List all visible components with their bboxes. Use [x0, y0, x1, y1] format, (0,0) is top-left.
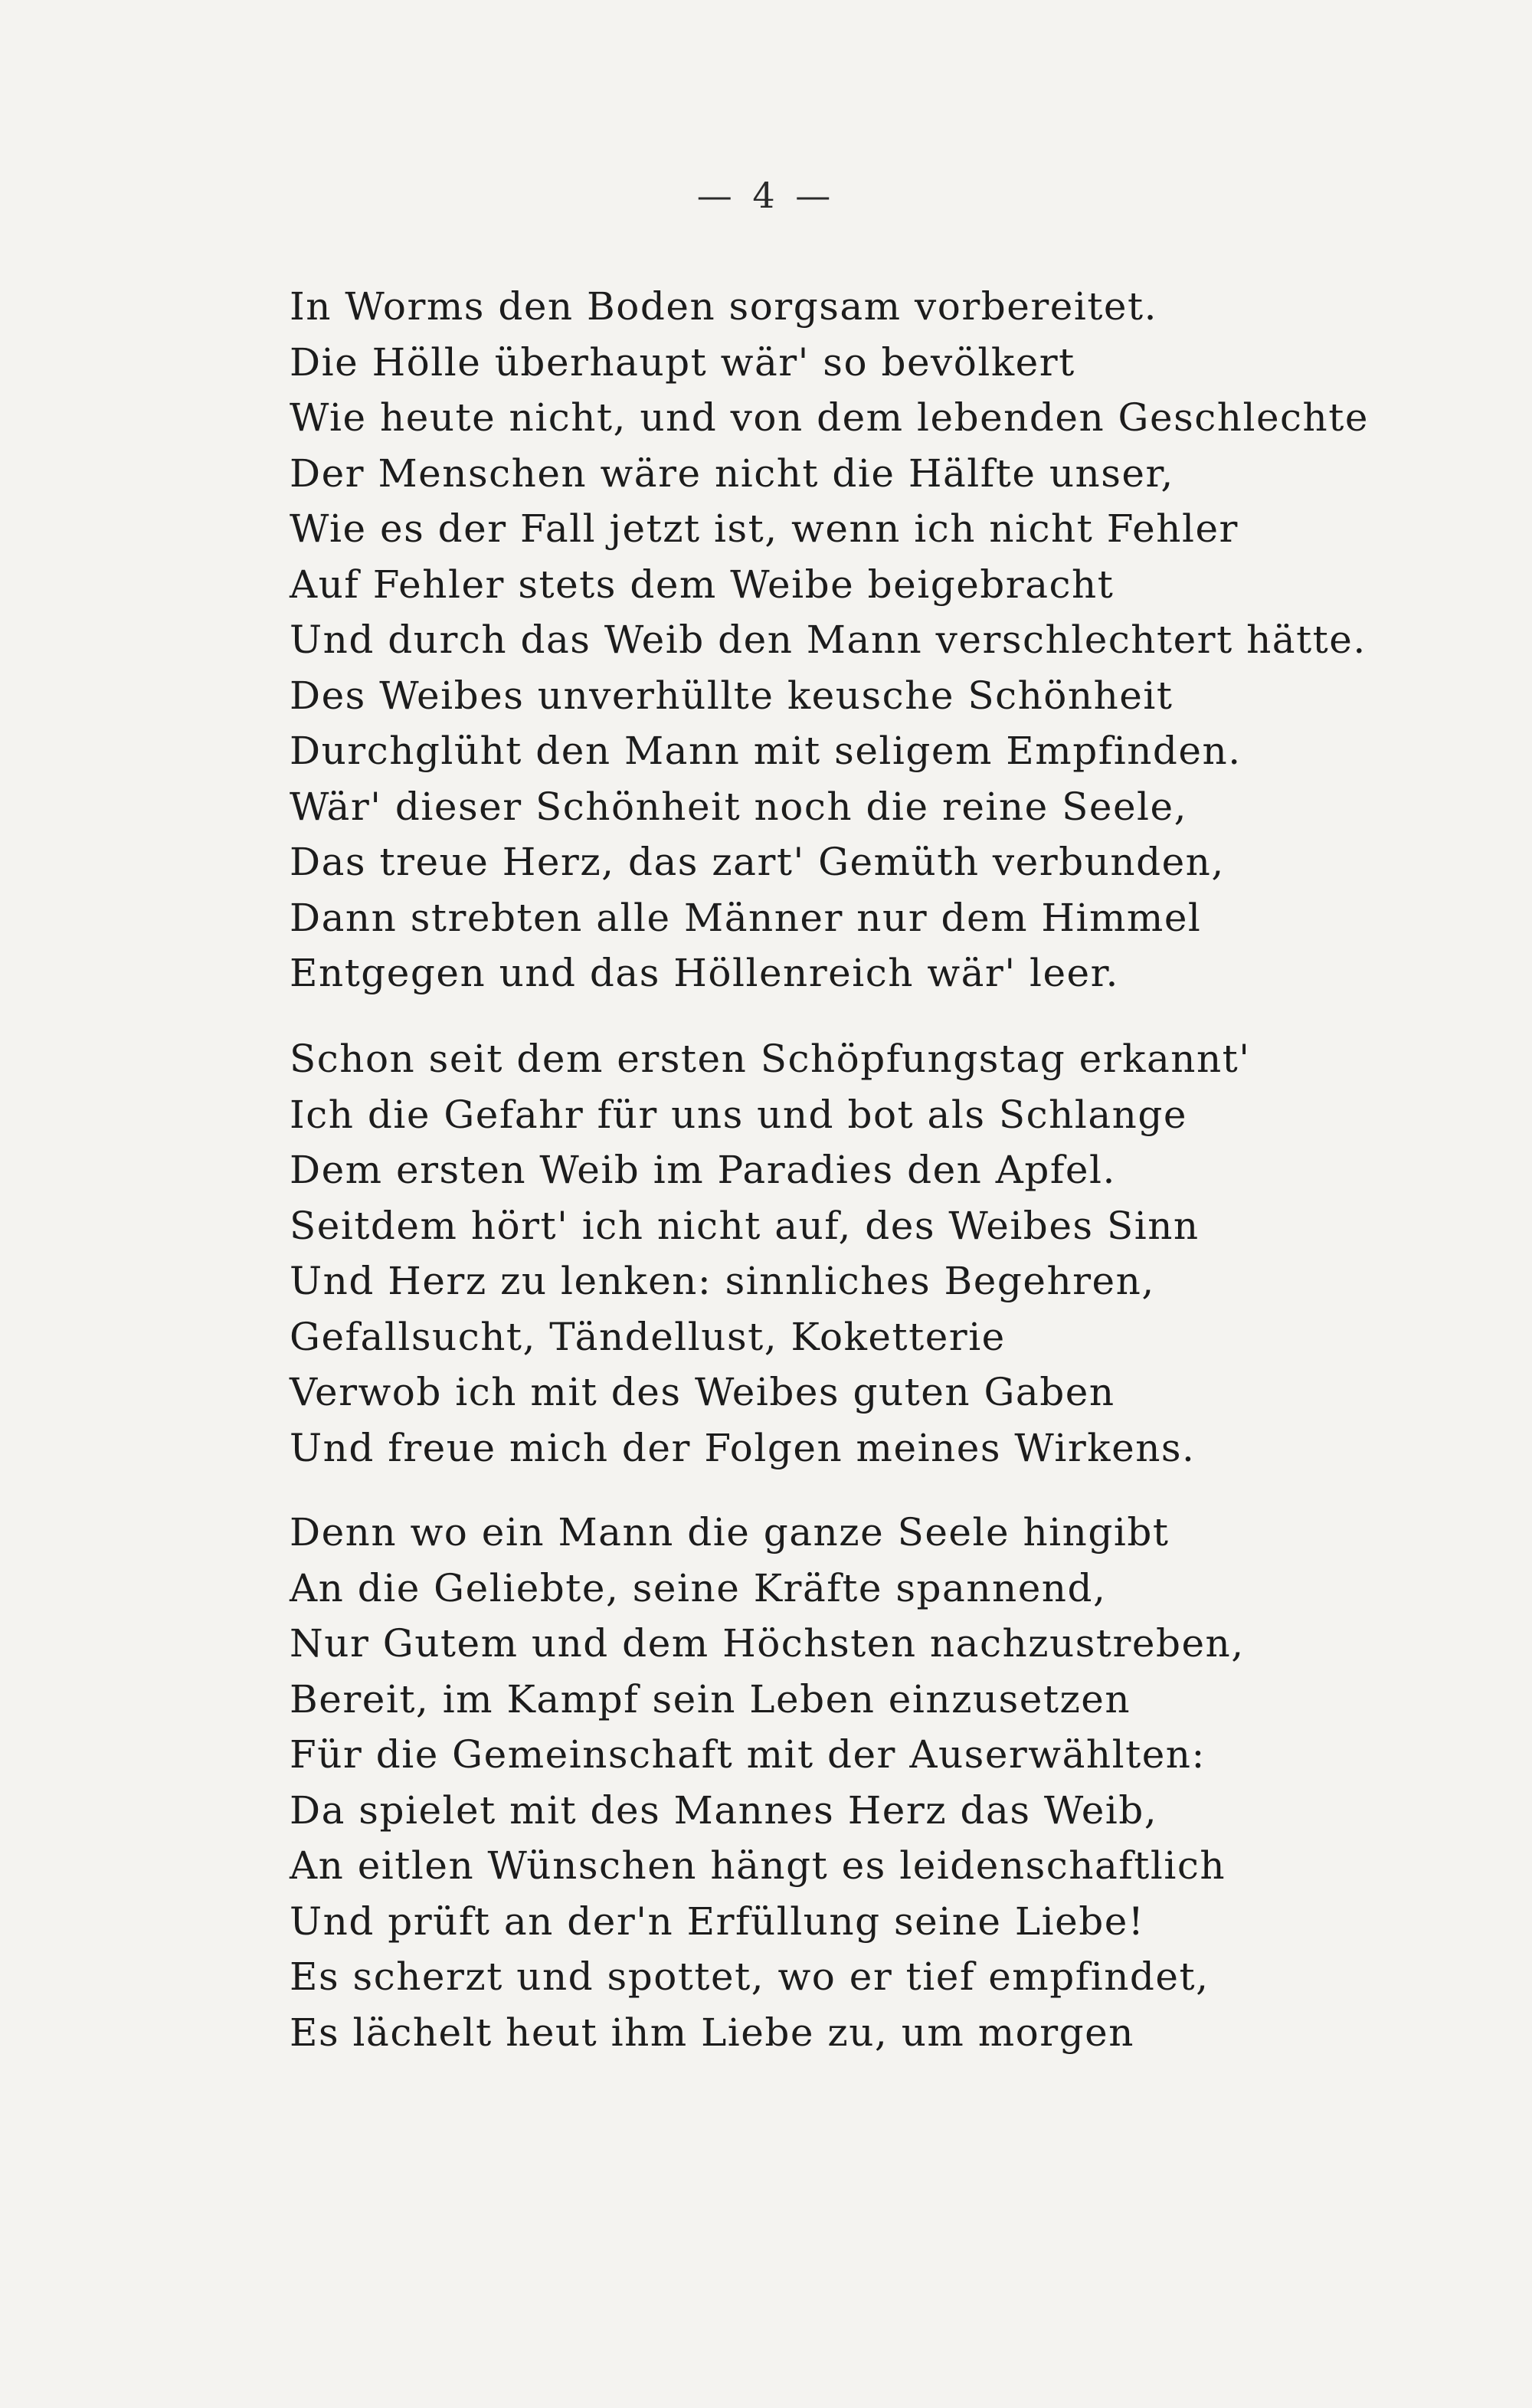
verse-line: Das treue Herz, das zart' Gemüth verbunden, [290, 840, 1225, 884]
verse-line: Die Hölle überhaupt wär' so bevölkert [290, 339, 1075, 385]
verse-line: Der Menschen wäre nicht die Hälfte unser, [290, 450, 1174, 496]
verse-line: Wie heute nicht, und von dem lebenden Geschlechte [290, 395, 1369, 440]
verse-line: An die Geliebte, seine Kräfte spannend, [290, 1565, 1107, 1610]
verse-line: Gefallsucht, Tändellust, Koketterie [290, 1314, 1006, 1359]
verse-line: Nur Gutem und dem Höchsten nachzustreben, [290, 1621, 1245, 1666]
verse-line: In Worms den Boden sorgsam vorbereitet. [290, 284, 1157, 329]
stanza-1 [290, 279, 1369, 1001]
verse-line: Es scherzt und spottet, wo er tief empfindet, [290, 1954, 1210, 1999]
page-number: — 4 — [696, 175, 836, 216]
verse-line: Wie es der Fall jetzt ist, wenn ich nicht Fehler [290, 506, 1239, 551]
stanza-2 [290, 1031, 1362, 1476]
verse-line: Ich die Gefahr für uns und bot als Schlange [290, 1092, 1187, 1137]
verse-line: Dem ersten Weib im Paradies den Apfel. [290, 1148, 1116, 1192]
verse-line: Schon seit dem ersten Schöpfungstag erkannt' [290, 1037, 1251, 1081]
verse-line: Seitdem hört' ich nicht auf, des Weibes Sinn [290, 1203, 1200, 1248]
verse-line: Verwob ich mit des Weibes guten Gaben [290, 1370, 1115, 1414]
verse-line: Und freue mich der Folgen meines Wirkens. [290, 1425, 1196, 1470]
verse-line: Bereit, im Kampf sein Leben einzusetzen [290, 1676, 1131, 1722]
verse-line: Dann strebten alle Männer nur dem Himmel [290, 895, 1202, 940]
verse-line: Auf Fehler stets dem Weibe beigebracht [290, 562, 1115, 607]
verse-line: Da spielet mit des Mannes Herz das Weib, [290, 1787, 1158, 1833]
verse-line: Es lächelt heut ihm Liebe zu, um morgen [290, 2010, 1134, 2055]
verse-line: Und Herz zu lenken: sinnliches Begehren, [290, 1259, 1155, 1303]
verse-line: Des Weibes unverhüllte keusche Schönheit [290, 673, 1174, 718]
stanza-3 [290, 1505, 1362, 2060]
verse-line: Entgegen und das Höllenreich wär' leer. [290, 951, 1119, 995]
verse-line: An eitlen Wünschen hängt es leidenschaftlich [290, 1843, 1226, 1888]
verse-line: Durchglüht den Mann mit seligem Empfinden. [290, 729, 1242, 773]
verse-line: Und prüft an der'n Erfüllung seine Liebe! [290, 1899, 1145, 1944]
verse-line: Wär' dieser Schönheit noch die reine Seele, [290, 784, 1188, 829]
verse-line: Und durch das Weib den Mann verschlechtert hätte. [290, 618, 1367, 662]
verse-line: Denn wo ein Mann die ganze Seele hingibt [290, 1510, 1170, 1555]
verse-line: Für die Gemeinschaft mit der Auserwählten: [290, 1732, 1206, 1777]
